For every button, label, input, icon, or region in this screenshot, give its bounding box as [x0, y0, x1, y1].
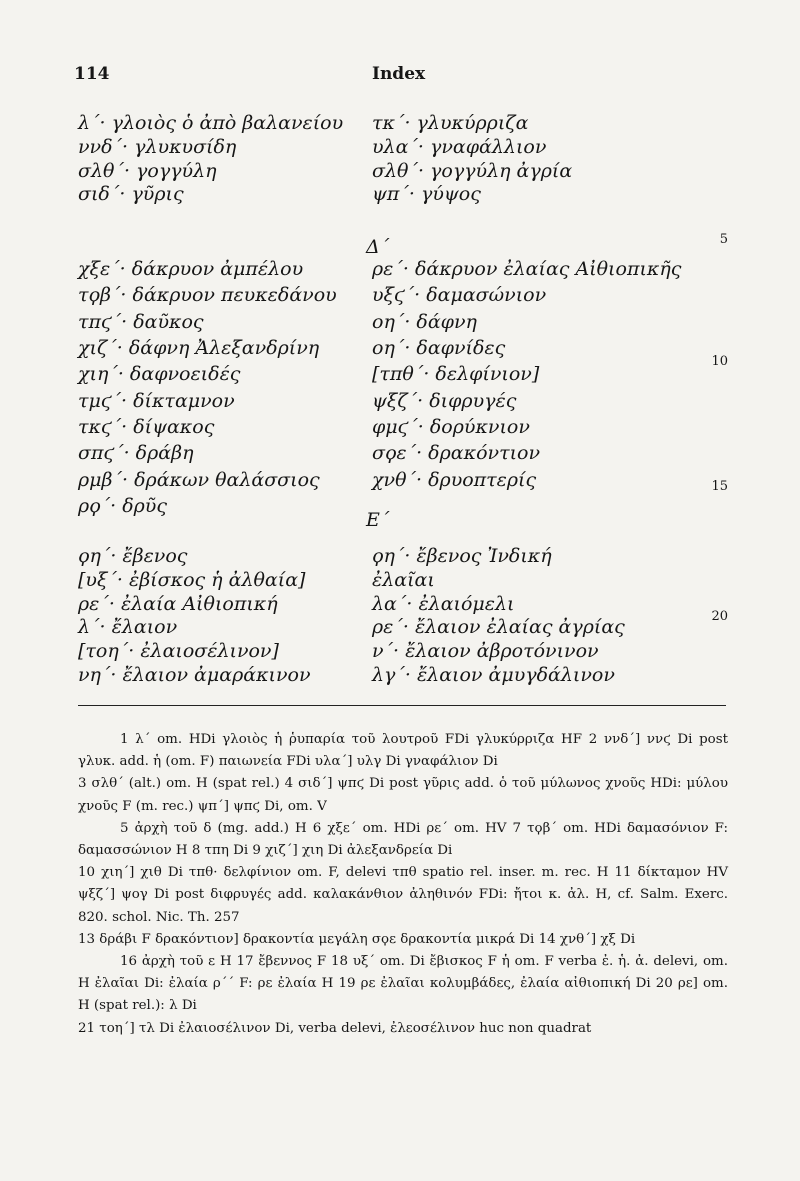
apparatus-note: 5 ἀρχὴ τοῦ δ (mg. add.) H 6 χξε΄ om. HDi ρε΄ om. HV 7 τϙβ΄ om. HDi δαμασόνιον F: δαμασσώνιον H 8 τπη Di 9 χιζ΄] χιη Di ἀλεξανδρεία Di: [78, 820, 728, 859]
line-number: 10: [711, 354, 728, 369]
apparatus-note: 21 τοη΄] τλ Di ἐλαιοσέλινον Di, verba delevi, ἐλεοσέλινον huc non quadrat: [78, 1020, 592, 1036]
page-number: 114: [74, 64, 110, 84]
index-entry: [υξ΄· ἐβίσκος ἡ ἀλθαία]: [78, 568, 306, 591]
index-entry: σπϛ΄· δράβη: [78, 442, 194, 465]
index-entry: λα΄· ἐλαιόμελι: [372, 592, 515, 615]
index-entry: σιδ΄· γῦρις: [78, 183, 184, 206]
index-entry: υλα΄· γναφάλλιον: [372, 135, 547, 158]
apparatus-note: 3 σλθ΄ (alt.) om. H (spat rel.) 4 σιδ΄] ψπϛ Di post γῦρις add. ὁ τοῦ μύλωνος χνοῦς HDi: μύλου χνοῦς F (m. rec.) ψπ΄] ψπϛ Di, om. V: [78, 776, 728, 814]
index-entry: [τοη΄· ἐλαιοσέλινον]: [78, 640, 279, 663]
line-number: 20: [711, 609, 728, 624]
apparatus-note: 16 ἀρχὴ τοῦ ε H 17 ἔβεννος F 18 υξ΄ om. Di ἔβισκος F ἡ om. F verba ἐ. ἡ. ἀ. delevi, om. H ἐλαῖαι Di: ἐλαία ρ΄΄ F: ρε ἐλαία H 19 ρε ἐλαῖαι κολυμβάδες, ἐλαία αἰθιοπική Di 20 ρε] om. H (spat rel.): λ Di: [78, 954, 728, 1014]
section-letter: Ε΄: [366, 509, 390, 531]
index-entry: λ΄· ἔλαιον: [78, 616, 178, 639]
index-entry: φμϛ΄· δορύκνιον: [372, 415, 530, 438]
index-entry: σϙε΄· δρακόντιον: [372, 442, 541, 465]
apparatus-note: 1 λ΄ om. HDi γλοιὸς ἡ ῥυπαρία τοῦ λουτροῦ FDi γλυκύρριζα HF 2 ννδ΄] ννϛ Di post γλυκ. add. ἡ (om. F) παιωνεία FDi υλα΄] υλγ Di γναφάλιον Di: [78, 732, 728, 770]
index-entry: χξε΄· δάκρυον ἀμπέλου: [78, 258, 304, 280]
index-entry: τκ΄· γλυκύρριζα: [372, 112, 529, 134]
index-entry: υξϛ΄· δαμασώνιον: [372, 284, 547, 307]
index-entry: οη΄· δαφνίδες: [372, 336, 506, 359]
index-entry: λ΄· γλοιὸς ὁ ἀπὸ βαλανείου: [78, 112, 344, 134]
running-head: Index: [372, 64, 426, 84]
index-entry: νη΄· ἔλαιον ἀμαράκινον: [78, 663, 311, 686]
index-entry: τμϛ΄· δίκταμνον: [78, 389, 235, 412]
index-entry: ϙη΄· ἔβενος Ἰνδική: [372, 545, 552, 567]
index-entry: οη΄· δάφνη: [372, 310, 477, 333]
index-entry: ν΄· ἔλαιον ἀβροτόνινον: [372, 640, 599, 663]
index-entry: ψπ΄· γύψος: [372, 183, 481, 206]
critical-apparatus: [78, 729, 728, 1040]
index-entry: ἐλαῖαι: [372, 568, 435, 591]
index-entry: χνθ΄· δρυοπτερίς: [372, 468, 537, 491]
line-number: 15: [711, 479, 728, 494]
index-entry: λγ΄· ἔλαιον ἀμυγδάλινον: [372, 663, 615, 686]
index-entry: χιζ΄· δάφνη Ἀλεξανδρίνη: [78, 336, 320, 359]
index-entry: τκϛ΄· δίψακος: [78, 415, 215, 438]
apparatus-rule: [78, 705, 726, 706]
index-entry: τϙβ΄· δάκρυον πευκεδάνου: [78, 284, 337, 307]
index-entry: ρϙ΄· δρῦς: [78, 494, 167, 517]
index-entry: [τπθ΄· δελφίνιον]: [372, 363, 540, 386]
section-letter: Δ΄: [366, 236, 390, 258]
index-entry: ρμβ΄· δράκων θαλάσσιος: [78, 468, 320, 491]
apparatus-note: 10 χιη΄] χιθ Di τπθ· δελφίνιον om. F, delevi τπθ spatio rel. inser. m. rec. H 11 δίκταμον HV ψξζ΄] ψογ Di post διφρυγές add. καλακάνθιον ἀληθινόν FDi: ἤτοι κ. ἀλ. H, cf. Salm. Exerc. 820. schol. Nic. Th. 257: [78, 865, 728, 925]
index-entry: χιη΄· δαφνοειδές: [78, 363, 241, 386]
index-entry: ρε΄· ἔλαιον ἐλαίας ἀγρίας: [372, 616, 625, 639]
apparatus-note: 13 δράβι F δρακόντιον] δρακοντία μεγάλη σϙε δρακοντία μικρά Di 14 χνθ΄] χξ Di: [78, 931, 636, 947]
index-entry: ψξζ΄· διφρυγές: [372, 389, 517, 412]
index-entry: ρε΄· ἐλαία Αἰθιοπική: [78, 592, 278, 615]
index-entry: ρε΄· δάκρυον ἐλαίας Αἰθιοπικῆς: [372, 258, 682, 280]
index-entry: σλθ΄· γογγύλη ἀγρία: [372, 159, 573, 182]
index-entry: ννδ΄· γλυκυσίδη: [78, 135, 237, 158]
index-entry: ϙη΄· ἔβενος: [78, 545, 188, 567]
line-number: 5: [719, 232, 728, 247]
index-entry: τπϛ΄· δαῦκος: [78, 310, 204, 333]
index-entry: σλθ΄· γογγύλη: [78, 159, 217, 182]
